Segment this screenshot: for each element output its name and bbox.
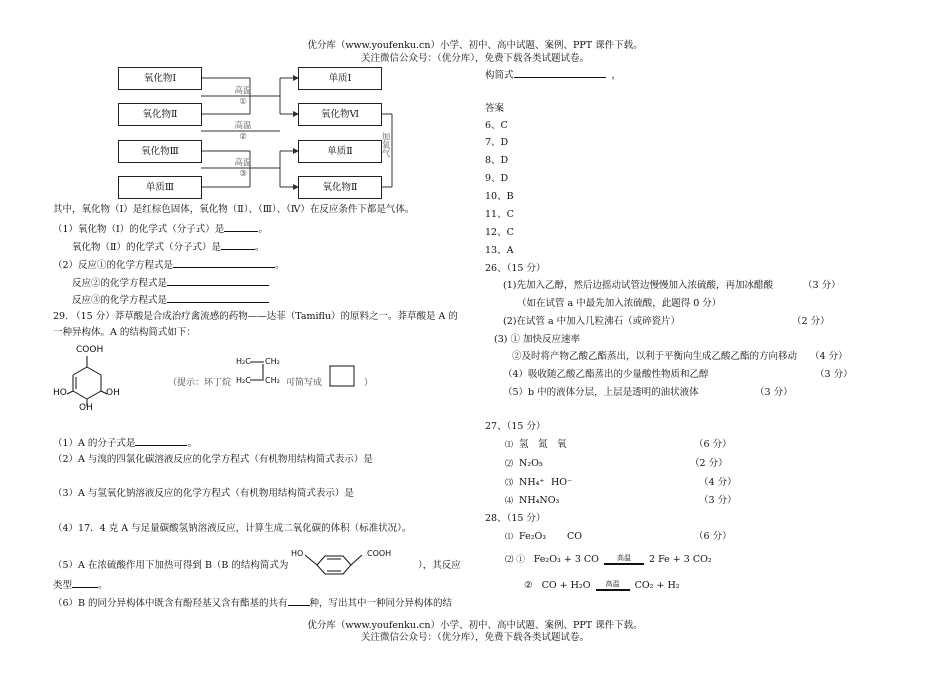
ring-h2c-bottom: H₂C: [236, 376, 251, 385]
a27-2-score: （2 分）: [690, 458, 728, 469]
p5-line-2: 类型 。: [53, 580, 108, 591]
a28-1-num: ⑴: [505, 532, 513, 541]
a28-2b-arrow: [596, 580, 630, 591]
a27-2: N₂O₅: [519, 458, 543, 469]
a26-2-score: （2 分）: [792, 316, 830, 327]
p1-text: （1）A 的分子式是: [53, 438, 136, 449]
a26-1-score: （3 分）: [803, 280, 841, 291]
a27-3-score: （4 分）: [699, 477, 737, 488]
answer-9: 9、D: [485, 173, 509, 184]
left-box-1: 氧化物Ⅰ: [118, 67, 202, 90]
a28-2a-line: [505, 554, 712, 566]
a26-3a: (3) ① 加快反应速率: [494, 334, 580, 345]
answer-12: 12、C: [485, 227, 514, 238]
p1-line: （1）A 的分子式是 。: [53, 438, 197, 449]
a27-1-num: ⑴: [505, 440, 513, 449]
answer-8: 8、D: [485, 155, 509, 166]
a28-2b-right: CO₂ + H₂: [634, 580, 680, 591]
jiegou-line: [485, 68, 621, 82]
ring-h2c-top: H₂C: [236, 357, 251, 366]
a26-3b: ②及时将产物乙酸乙酯蒸出，以利于平衡向生成乙酸乙酯的方向移动: [512, 351, 798, 362]
q1a-line: （1）氧化物（Ⅰ）的化学式（分子式）是 。: [53, 224, 268, 235]
a28-2a-cond: 高温: [604, 554, 644, 565]
q29-line-1: 29. （15 分）莽草酸是合成治疗禽流感的药物——达菲（Tamiflu）的原料之一。莽草酸是 A 的: [53, 311, 458, 322]
a28-2a-arrow: [604, 554, 644, 565]
q2b-text: 反应②的化学方程式是: [72, 278, 168, 289]
a28-2b-cond: 高温: [596, 580, 630, 591]
right-box-3: 单质Ⅱ: [298, 140, 382, 163]
struct-ho-left: HO: [53, 388, 67, 398]
a28-2b-line: [524, 580, 680, 592]
condition-2-label: 高温: [234, 121, 252, 131]
left-box-3: 氧化物Ⅲ: [118, 140, 202, 163]
a26-4-score: （3 分）: [815, 369, 853, 380]
a26-5-score: （3 分）: [755, 387, 793, 398]
answer-10: 10、B: [485, 191, 514, 202]
condition-3-num: ③: [239, 169, 247, 179]
footer-line-2: 关注微信公众号：（优分库），免费下载各类试题试卷。: [360, 632, 589, 643]
p5-line-2-text: 类型: [53, 580, 73, 591]
condition-2-num: ②: [239, 132, 247, 142]
q1b-text: 氧化物（Ⅱ）的化学式（分子式）是: [72, 242, 221, 253]
q2a-line: （2）反应①的化学方程式是 。: [53, 260, 285, 271]
p2-text: （2）A 与溴的四氯化碳溶液反应的化学方程式（有机物用结构简式表示）是: [53, 454, 373, 465]
ring-ch2-top: CH₂: [265, 357, 280, 366]
a28-title: 28、（15 分）: [485, 513, 546, 524]
hint-prefix: （提示：环丁烷: [168, 378, 232, 388]
hint-suffix: ）: [364, 378, 374, 388]
intro-text: 其中，氧化物（Ⅰ）是红棕色固体，氧化物（Ⅱ）、（Ⅲ）、（Ⅳ）在反应条件下都是气体。: [53, 204, 415, 215]
a26-1-note: （如在试管 a 中最先加入浓硫酸，此题得 0 分）: [517, 298, 722, 309]
right-box-2: 氧化物Ⅵ: [298, 103, 382, 126]
a27-3a: NH₄⁺: [519, 477, 545, 488]
p4-text: （4）17．4 克 A 与足量碳酸氢钠溶液反应，计算生成二氧化碳的体积（标准状况）。: [53, 523, 412, 534]
condition-1-num: ①: [239, 97, 247, 107]
a28-1b: CO: [567, 531, 583, 542]
a28-1a: Fe₂O₃: [519, 531, 547, 542]
jiegou-text: 构简式: [485, 70, 514, 81]
answer-6: 6、C: [485, 120, 508, 131]
side-condition-label: 加氧气: [380, 132, 390, 158]
a28-1-score: （6 分）: [694, 531, 732, 542]
a27-1: 氢 氮 氧: [519, 439, 567, 450]
a27-2-num: ⑵: [505, 459, 513, 468]
condition-3-label: 高温: [234, 158, 252, 168]
answer-7: 7、D: [485, 137, 509, 148]
condition-1-label: 高温: [234, 86, 252, 96]
a27-4: NH₄NO₃: [519, 495, 560, 506]
footer-line-1: 优分库（www.youfenku.cn）小学、初中、高中试题、案例、PPT 课件下载。: [307, 620, 643, 631]
a27-4-score: （3 分）: [699, 495, 737, 506]
a27-1-score: （6 分）: [694, 439, 732, 450]
right-box-1: 单质Ⅰ: [298, 67, 382, 90]
q2c-text: 反应③的化学方程式是: [72, 295, 168, 306]
a27-4-num: ⑷: [505, 496, 513, 505]
p5-blank: [72, 578, 98, 588]
a26-4: （4）吸收随乙酸乙酯蒸出的少量酸性物质和乙醇: [503, 369, 709, 380]
struct-cooh: COOH: [76, 345, 104, 355]
header-line-1: 优分库（www.youfenku.cn）小学、初中、高中试题、案例、PPT 课件下载。: [307, 40, 643, 51]
a28-2b-num: ②: [524, 580, 533, 591]
ring-ch2-bottom: CH₂: [265, 376, 280, 385]
p3-text: （3）A 与氢氧化钠溶液反应的化学方程式（有机物用结构简式表示）是: [53, 488, 354, 499]
left-box-4: 单质Ⅲ: [118, 176, 202, 199]
answer-11: 11、C: [485, 209, 514, 220]
a28-2a-right: 2 Fe + 3 CO₂: [649, 554, 712, 565]
a26-5: （5）b 中的液体分层，上层是透明的油状液体: [503, 387, 699, 398]
p5-suffix: ），其反应: [418, 560, 461, 571]
a28-2a-left: Fe₂O₃ + 3 CO: [533, 554, 599, 565]
q1b-line: 氧化物（Ⅱ）的化学式（分子式）是 。: [72, 242, 265, 253]
jiegou-end: ，: [611, 70, 622, 81]
p6-suffix: 种，写出其中一种同分异构体的结: [309, 598, 453, 609]
p6-text: （6）B 的同分异构体中既含有酚羟基又含有酯基的共有: [53, 598, 288, 609]
q1a-text: （1）氧化物（Ⅰ）的化学式（分子式）是: [53, 224, 225, 235]
a26-3b-score: （4 分）: [810, 351, 848, 362]
a26-title: 26、（15 分）: [485, 263, 546, 274]
a27-3b: HO⁻: [551, 477, 573, 488]
p6-line: [53, 596, 452, 610]
a26-2: (2)在试管 a 中加入几粒沸石（或碎瓷片）: [503, 316, 681, 327]
hint-middle: 可简写成: [286, 378, 323, 388]
p5-prefix: （5）A 在浓硫酸作用下加热可得到 B（B 的结构简式为: [53, 560, 289, 571]
a28-2-num: ⑵ ①: [505, 555, 525, 565]
left-box-2: 氧化物Ⅱ: [118, 103, 202, 126]
header-line-2: 关注微信公众号：（优分库），免费下载各类试题试卷。: [360, 53, 589, 64]
right-box-4: 氧化物Ⅱ: [298, 176, 382, 199]
answer-title: 答案: [485, 103, 505, 114]
q2a-text: （2）反应①的化学方程式是: [53, 260, 174, 271]
p5-cooh: COOH: [367, 549, 392, 558]
q29-line-2: 一种异构体。A 的结构简式如下：: [53, 327, 196, 338]
a27-title: 27、（15 分）: [485, 421, 546, 432]
answer-13: 13、A: [485, 245, 514, 256]
struct-oh-bottom: OH: [79, 403, 93, 413]
a28-2b-left: CO + H₂O: [541, 580, 591, 591]
jiegou-blank: [514, 68, 606, 78]
p6-blank: [288, 596, 310, 606]
p5-ho: HO: [291, 549, 304, 558]
a26-1: (1)先加入乙醇，然后边摇动试管边慢慢加入浓硫酸，再加冰醋酸: [503, 280, 773, 291]
a27-3-num: ⑶: [505, 478, 513, 487]
struct-oh-right: OH: [106, 388, 120, 398]
